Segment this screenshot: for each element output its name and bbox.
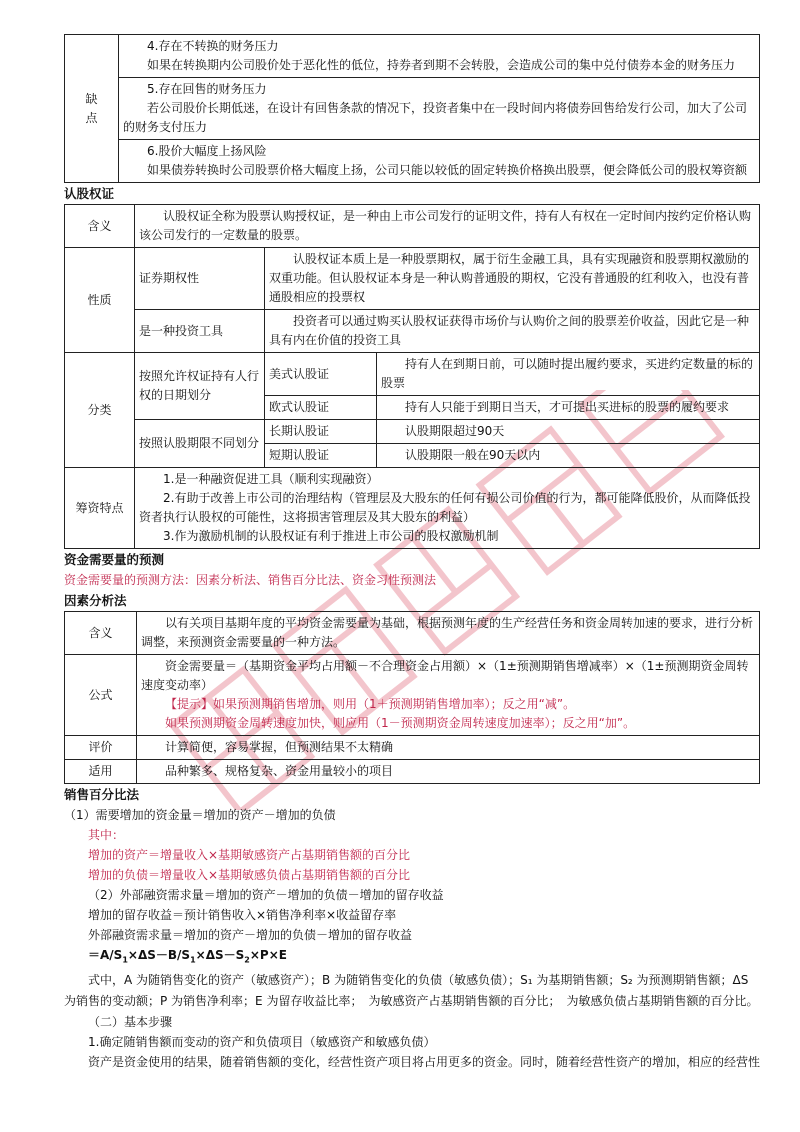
sales-explain: 式中，A 为随销售变化的资产（敏感资产）；B 为随销售变化的负债（敏感负债）；S₁ 为基期销售额；S₂ 为预测期销售额；ΔS 为销售的变动额；P 为销售净利率；E 为留存收益比率； 为敏感资产占基期销售额的百分比； 为敏感负债占基期销售额的百分比。 bbox=[64, 973, 759, 1009]
formula-part: ×ΔS－B/S bbox=[127, 948, 191, 962]
nature-row-text: 认股权证本质上是一种股票期权，属于衍生金融工具，具有实现融资和股票期权激励的双重功能。但认股权证本身是一种认购普通股的期权，它没有普通股的红利收入，也没有普通股相应的投票权 bbox=[265, 248, 760, 310]
class-group-label: 按照认股期限不同划分 bbox=[135, 420, 265, 468]
formula-part: ×ΔS－S bbox=[195, 948, 245, 962]
cons-row bbox=[119, 78, 760, 140]
factor-apply-text: 品种繁多、规格复杂、资金用量较小的项目 bbox=[137, 760, 760, 784]
warrant-meaning-label: 含义 bbox=[65, 205, 135, 248]
factor-eval-label: 评价 bbox=[65, 736, 137, 760]
class-item-text: 认股期限一般在90天以内 bbox=[377, 444, 760, 468]
nature-row-label: 是一种投资工具 bbox=[135, 310, 265, 353]
cons-row bbox=[119, 35, 760, 78]
cons-row-title: 5.存在回售的财务压力 bbox=[147, 82, 267, 96]
class-group-label: 按照允许权证持有人行权的日期划分 bbox=[135, 353, 265, 420]
factor-meaning-label: 含义 bbox=[65, 612, 137, 655]
warrant-heading: 认股权证 bbox=[64, 186, 115, 201]
formula-sub: 2 bbox=[244, 955, 250, 965]
nature-row-text: 投资者可以通过购买认股权证获得市场价与认购价之间的股票差价收益，因此它是一种具有内在价值的投资工具 bbox=[265, 310, 760, 353]
sales-line: 外部融资需求量＝增加的资产－增加的负债－增加的留存收益 bbox=[88, 928, 413, 942]
class-item-name: 长期认股证 bbox=[265, 420, 377, 444]
cons-row-body: 若公司股价长期低迷，在设计有回售条款的情况下，投资者集中在一段时间内将债券回售给发行公司，加大了公司的财务支付压力 bbox=[123, 101, 748, 134]
sales-line: 增加的负债＝增量收入×基期敏感负债占基期销售额的百分比 bbox=[88, 868, 411, 882]
class-item-name: 美式认股证 bbox=[265, 353, 377, 396]
sales-line: （2）外部融资需求量＝增加的资产－增加的负债－增加的留存收益 bbox=[88, 888, 444, 902]
sales-line: 其中： bbox=[88, 828, 125, 842]
factor-formula-cell bbox=[137, 655, 760, 736]
forecast-methods: 资金需要量的预测方法：因素分析法、销售百分比法、资金习性预测法 bbox=[64, 573, 437, 587]
cons-row-title: 4.存在不转换的财务压力 bbox=[147, 39, 279, 53]
factor-apply-label: 适用 bbox=[65, 760, 137, 784]
warrant-meaning-text: 认股权证全称为股票认购授权证，是一种由上市公司发行的证明文件，持有人有权在一定时间内按约定价格认购该公司发行的一定数量的股票。 bbox=[135, 205, 760, 248]
sales-line: 增加的留存收益＝预计销售收入×销售净利率×收益留存率 bbox=[88, 908, 397, 922]
warrant-table bbox=[64, 204, 760, 549]
feature-item: 1.是一种融资促进工具（顺利实现融资） bbox=[163, 472, 379, 486]
warrant-feature-cell bbox=[135, 468, 760, 549]
steps-title: （二）基本步骤 bbox=[88, 1015, 173, 1030]
feature-item: 2.有助于改善上市公司的治理结构（管理层及大股东的任何有损公司价值的行为，都可能降低股价，从而降低投资者执行认股权的可能性，这将损害管理层及其大股东的利益） bbox=[139, 491, 751, 524]
document-page bbox=[64, 0, 760, 1072]
cons-row bbox=[119, 140, 760, 183]
class-item-name: 欧式认股证 bbox=[265, 396, 377, 420]
factor-formula: 资金需要量＝（基期资金平均占用额－不合理资金占用额）×（1±预测期销售增减率）×（1±预测期资金周转速度变动率） bbox=[141, 659, 749, 692]
cons-table bbox=[64, 34, 760, 183]
warrant-class-label: 分类 bbox=[65, 353, 135, 468]
step-1-body: 资产是资金使用的结果，随着销售额的变化，经营性资产项目将占用更多的资金。同时，随着经营性资产的增加，相应的经营性 bbox=[88, 1055, 761, 1070]
tip-text: 如果预测期销售增加，则用（1＋预测期销售增加率）；反之用“减”。 bbox=[213, 697, 576, 711]
class-item-name: 短期认股证 bbox=[265, 444, 377, 468]
sales-formula bbox=[64, 945, 760, 970]
formula-part: ＝A/S bbox=[88, 948, 123, 962]
class-item-text: 认股期限超过90天 bbox=[377, 420, 760, 444]
sales-line: 增加的资产＝增量收入×基期敏感资产占基期销售额的百分比 bbox=[88, 848, 411, 862]
cons-row-body: 如果债券转换时公司股票价格大幅度上扬，公司只能以较低的固定转换价格换出股票，便会降低公司的股权筹资额 bbox=[147, 163, 748, 177]
factor-formula-label: 公式 bbox=[65, 655, 137, 736]
factor-eval-text: 计算简便，容易掌握，但预测结果不太精确 bbox=[137, 736, 760, 760]
warrant-nature-label: 性质 bbox=[65, 248, 135, 353]
tip-prefix: 【提示】 bbox=[165, 697, 214, 711]
factor-meaning-text: 以有关项目基期年度的平均资金需要量为基础，根据预测年度的生产经营任务和资金周转加速的要求，进行分析调整，来预测资金需要量的一种方法。 bbox=[137, 612, 760, 655]
cons-row-title: 6.股价大幅度上扬风险 bbox=[147, 144, 267, 158]
factor-tip-1 bbox=[141, 695, 755, 714]
class-item-text: 持有人只能于到期日当天，才可提出买进标的股票的履约要求 bbox=[377, 396, 760, 420]
class-item-text: 持有人在到期日前，可以随时提出履约要求，买进约定数量的标的股票 bbox=[377, 353, 760, 396]
factor-heading: 因素分析法 bbox=[64, 593, 127, 608]
nature-row-label: 证券期权性 bbox=[135, 248, 265, 310]
cons-side-label: 缺 点 bbox=[65, 35, 119, 183]
warrant-feature-label: 筹资特点 bbox=[65, 468, 135, 549]
formula-part: ×P×E bbox=[249, 948, 287, 962]
feature-item: 3.作为激励机制的认股权证有利于推进上市公司的股权激励机制 bbox=[163, 529, 499, 543]
sales-pct-heading: 销售百分比法 bbox=[64, 787, 140, 802]
formula-sub: 1 bbox=[190, 955, 196, 965]
factor-tip-2: 如果预测期资金周转速度加快，则应用（1－预测期资金周转速度加速率）；反之用“加”。 bbox=[165, 716, 636, 730]
forecast-heading: 资金需要量的预测 bbox=[64, 552, 165, 567]
formula-sub: 1 bbox=[122, 955, 128, 965]
sales-line: （1）需要增加的资金量＝增加的资产－增加的负债 bbox=[64, 808, 336, 822]
step-1: 1.确定随销售额而变动的资产和负债项目（敏感资产和敏感负债） bbox=[88, 1035, 436, 1050]
factor-table bbox=[64, 611, 760, 784]
cons-row-body: 如果在转换期内公司股价处于恶化性的低位，持券者到期不会转股，会造成公司的集中兑付债券本金的财务压力 bbox=[147, 58, 736, 72]
